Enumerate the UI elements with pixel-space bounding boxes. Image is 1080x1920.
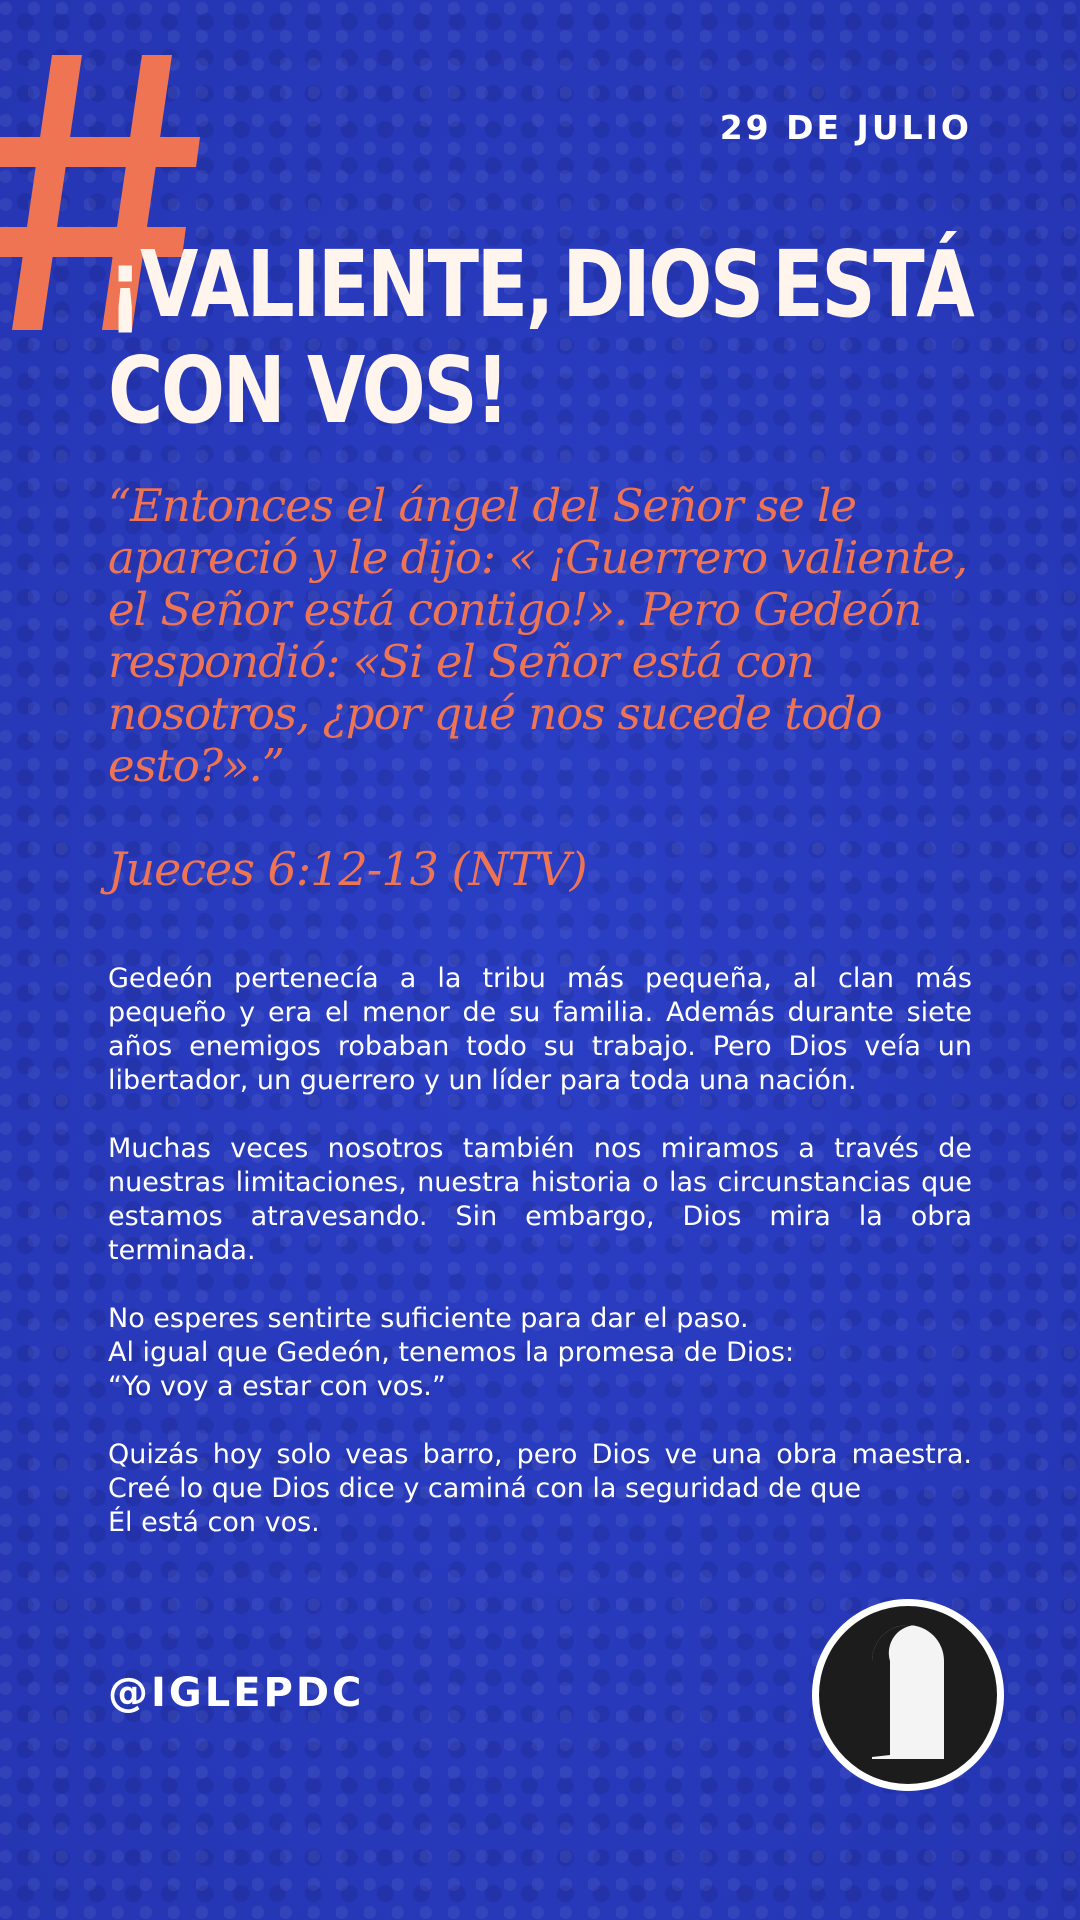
- body-line: Él está con vos.: [108, 1507, 320, 1538]
- body-paragraph: [108, 1438, 972, 1540]
- body-paragraph: Gedeón pertenecía a la tribu más pequeña, al clan más pequeño y era el menor de su familia. Además durante siete años enemigos robaban todo su trabajo. Pero Dios veía un libertador, un guerrero y un líder para toda una nación.: [108, 963, 972, 1096]
- headline-word: ESTÁ: [772, 231, 973, 338]
- headline-line-2: CON VOS!: [108, 337, 508, 444]
- date-label: 29 DE JULIO: [719, 108, 972, 147]
- church-door-logo-icon: [810, 1597, 1006, 1793]
- headline-word: ¡VALIENTE,: [108, 231, 552, 338]
- social-handle: @IGLEPDC: [108, 1670, 365, 1716]
- bible-quote: “Entonces el ángel del Señor se le apareció y le dijo: « ¡Guerrero valiente, el Señor está contigo!». Pero Gedeón respondió: «Si el Señor está con nosotros, ¿por qué nos sucede todo esto?».”: [108, 479, 968, 792]
- bible-reference: Jueces 6:12-13 (NTV): [108, 842, 587, 896]
- headline-line-1: [108, 232, 972, 338]
- headline-word: DIOS: [562, 231, 762, 338]
- headline: [108, 232, 972, 444]
- body-line: Quizás hoy solo veas barro, pero Dios ve una obra maestra. Creé lo que Dios dice y caminá con la seguridad de que: [108, 1439, 972, 1504]
- body-line: No esperes sentirte suficiente para dar el paso.: [108, 1303, 749, 1334]
- body-line: Al igual que Gedeón, tenemos la promesa de Dios:: [108, 1337, 795, 1368]
- body-paragraph: [108, 1302, 972, 1404]
- body-paragraph: Muchas veces nosotros también nos miramos a través de nuestras limitaciones, nuestra historia o las circunstancias que estamos atravesando. Sin embargo, Dios mira la obra terminada.: [108, 1133, 972, 1266]
- body-line: “Yo voy a estar con vos.”: [108, 1371, 446, 1402]
- devotional-body: [108, 962, 972, 1540]
